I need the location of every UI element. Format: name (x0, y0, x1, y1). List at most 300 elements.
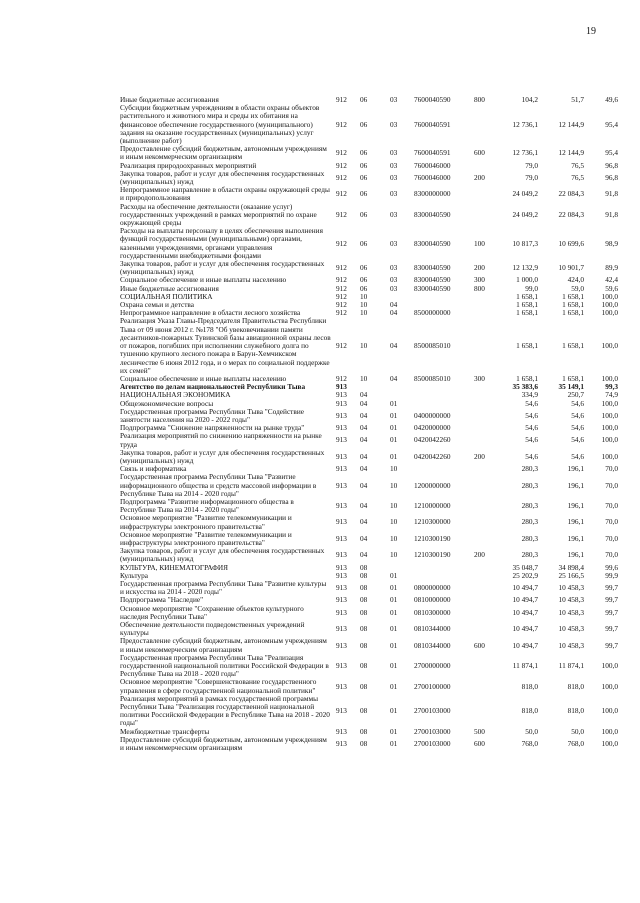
row-name: СОЦИАЛЬНАЯ ПОЛИТИКА (120, 291, 213, 301)
row-expense-type-code (472, 498, 494, 514)
row-planned-amount: 12 132,9 (512, 263, 538, 273)
row-execution-percent: 100,0 (601, 374, 618, 383)
row-target-article-code (412, 572, 472, 580)
table-row (120, 678, 618, 694)
row-execution-percent: 100,0 (601, 309, 618, 318)
table-row (120, 564, 618, 572)
row-actual-amount: 10 901,7 (558, 263, 584, 273)
table-row (120, 145, 618, 161)
row-expense-type-code (472, 391, 494, 399)
table-row (120, 621, 618, 637)
row-planned-amount: 10 494,7 (512, 607, 538, 617)
row-name: Государственная программа Республики Тыва "Реализация государственной национальной политики Российской Федерации в Республике Тыва на 2018 - 2020 годы" (120, 652, 329, 679)
row-subsection-code: 04 (390, 301, 398, 310)
row-ved-code: 912 (336, 161, 347, 170)
row-expense-type-code (472, 514, 494, 530)
row-subsection-code: 01 (390, 706, 398, 716)
row-name: Основное мероприятие "Развитие телекоммуникации и инфраструктуры электронного правительства" (120, 513, 292, 531)
row-ved-code: 913 (336, 480, 347, 490)
row-expense-type-code: 200 (474, 451, 485, 461)
row-expense-type-code (472, 104, 494, 145)
row-actual-amount: 11 874,1 (558, 661, 584, 671)
row-ved-code: 912 (336, 309, 347, 318)
row-subsection-code: 01 (390, 727, 398, 736)
row-subsection-code: 01 (390, 571, 398, 580)
row-execution-percent: 100,0 (601, 301, 618, 310)
row-target-article-code: 0800000000 (414, 583, 451, 593)
row-ved-code: 913 (336, 517, 347, 527)
row-name: Субсидии бюджетным учреждениям в области охраны объектов растительного и животного мира и среды их обитания на финансовое обеспечение государственного (муниципального) задания на оказание государственных (муниципальных) услуг (выполнение работ) (120, 103, 320, 146)
table-row (120, 654, 618, 679)
row-section-code: 08 (360, 571, 368, 580)
row-section-code: 06 (360, 161, 368, 170)
row-planned-amount: 99,0 (525, 284, 538, 293)
row-target-article-code: 1210300190 (414, 533, 451, 543)
row-planned-amount: 79,0 (525, 172, 538, 182)
row-name: Предоставление субсидий бюджетным, автономным учреждениям и иным некоммерческим организациям (120, 734, 327, 753)
row-target-article-code: 8500000000 (414, 309, 451, 318)
row-planned-amount: 1 658,1 (516, 309, 538, 318)
row-actual-amount: 196,1 (567, 533, 584, 543)
row-execution-percent: 100,0 (601, 451, 618, 461)
row-execution-percent: 100,0 (601, 681, 618, 691)
row-expense-type-code (472, 605, 494, 621)
row-execution-percent: 100,0 (601, 661, 618, 671)
row-ved-code: 913 (336, 533, 347, 543)
row-name: Закупка товаров, работ и услуг для обеспечения государственных (муниципальных) нужд (120, 447, 325, 465)
row-target-article-code: 8300040590 (414, 284, 451, 293)
row-planned-amount: 280,3 (521, 517, 538, 527)
row-name: Межбюджетные трансферты (120, 726, 210, 736)
row-section-code: 10 (360, 374, 368, 383)
row-planned-amount: 1 658,1 (516, 301, 538, 310)
row-subsection-code: 03 (390, 172, 398, 182)
row-target-article-code: 8500085010 (414, 374, 451, 383)
row-section-code: 04 (360, 424, 368, 433)
row-target-article-code: 2700103000 (414, 706, 451, 716)
row-target-article-code: 8300040590 (414, 209, 451, 219)
row-expense-type-code: 600 (474, 738, 485, 748)
row-section-code: 04 (360, 480, 368, 490)
table-row (120, 432, 618, 448)
row-section-code: 08 (360, 681, 368, 691)
row-subsection-code: 01 (390, 399, 398, 408)
row-subsection-code (388, 564, 412, 572)
row-expense-type-code (472, 580, 494, 596)
row-subsection-code: 03 (390, 263, 398, 273)
row-section-code: 08 (360, 563, 368, 572)
row-execution-percent: 91,8 (605, 209, 618, 219)
row-execution-percent: 100,0 (601, 292, 618, 301)
row-section-code: 10 (360, 341, 368, 351)
row-subsection-code: 03 (390, 209, 398, 219)
row-expense-type-code (472, 596, 494, 604)
row-actual-amount: 50,0 (571, 727, 584, 736)
row-actual-amount: 76,5 (571, 172, 584, 182)
row-section-code: 08 (360, 727, 368, 736)
row-target-article-code: 7600046000 (414, 161, 451, 170)
row-subsection-code (388, 383, 412, 391)
row-section-code: 04 (360, 451, 368, 461)
row-expense-type-code (472, 621, 494, 637)
row-actual-amount: 1 658,1 (562, 301, 584, 310)
row-name: Предоставление субсидий бюджетным, автономным учреждениям и иным некоммерческим организациям (120, 636, 327, 654)
row-name: Подпрограмма "Снижение напряженности на рынке труда" (120, 423, 305, 433)
row-subsection-code: 01 (390, 410, 398, 420)
row-planned-amount: 54,6 (525, 435, 538, 445)
row-planned-amount: 54,6 (525, 410, 538, 420)
row-planned-amount: 24 049,2 (512, 189, 538, 199)
row-planned-amount: 1 658,1 (516, 374, 538, 383)
row-expense-type-code (472, 564, 494, 572)
row-actual-amount: 10 699,6 (558, 238, 584, 248)
table-row (120, 514, 618, 530)
row-execution-percent: 99,6 (605, 563, 618, 572)
row-execution-percent: 96,8 (605, 161, 618, 170)
row-ved-code: 913 (336, 435, 347, 445)
row-target-article-code: 8300040590 (414, 276, 451, 285)
row-section-code: 04 (360, 533, 368, 543)
row-actual-amount: 10 458,3 (558, 640, 584, 650)
row-actual-amount: 54,6 (571, 399, 584, 408)
row-execution-percent: 100,0 (601, 410, 618, 420)
row-section-code: 04 (360, 399, 368, 408)
row-name: Охрана семьи и детства (120, 300, 194, 310)
row-subsection-code: 04 (390, 341, 398, 351)
row-ved-code: 912 (336, 148, 347, 158)
table-row (120, 736, 618, 752)
row-ved-code: 913 (336, 465, 347, 474)
row-actual-amount: 54,6 (571, 424, 584, 433)
row-expense-type-code: 300 (474, 276, 485, 285)
row-target-article-code: 0400000000 (414, 410, 451, 420)
row-expense-type-code: 800 (474, 284, 485, 293)
row-execution-percent: 49,6 (605, 96, 618, 104)
row-expense-type-code: 600 (474, 148, 485, 158)
row-execution-percent: 70,0 (605, 550, 618, 560)
row-ved-code: 913 (336, 640, 347, 650)
row-execution-percent: 99,7 (605, 596, 618, 605)
row-execution-percent: 99,7 (605, 640, 618, 650)
row-planned-amount: 25 202,9 (512, 571, 538, 580)
row-planned-amount: 280,3 (521, 480, 538, 490)
row-target-article-code (412, 400, 472, 408)
row-target-article-code: 0810000000 (414, 596, 451, 605)
table-row (120, 531, 618, 547)
row-subsection-code: 03 (390, 96, 398, 104)
row-name: Обеспечение деятельности подведомственных учреждений культуры (120, 620, 305, 638)
row-section-code: 10 (360, 292, 368, 301)
row-target-article-code: 7600040591 (414, 148, 451, 158)
row-ved-code: 912 (336, 96, 347, 104)
row-expense-type-code (472, 572, 494, 580)
row-execution-percent: 91,8 (605, 189, 618, 199)
row-target-article-code: 1210300000 (414, 517, 451, 527)
row-actual-amount: 768,0 (567, 738, 584, 748)
row-expense-type-code (472, 465, 494, 473)
row-actual-amount: 424,0 (567, 276, 584, 285)
row-actual-amount: 196,1 (567, 501, 584, 511)
row-name: Закупка товаров, работ и услуг для обеспечения государственных (муниципальных) нужд (120, 546, 325, 564)
row-section-code: 06 (360, 189, 368, 199)
row-name: Подпрограмма "Развитие информационного общества в Республике Тыва на 2014 - 2020 годы" (120, 496, 294, 515)
row-planned-amount: 280,3 (521, 501, 538, 511)
row-actual-amount: 10 458,3 (558, 596, 584, 605)
row-ved-code: 912 (336, 263, 347, 273)
row-target-article-code: 8300040590 (414, 263, 451, 273)
row-section-code: 06 (360, 96, 368, 104)
row-expense-type-code (472, 695, 494, 728)
row-subsection-code: 10 (390, 550, 398, 560)
row-section-code: 08 (360, 640, 368, 650)
table-row (120, 203, 618, 228)
row-ved-code: 913 (336, 607, 347, 617)
row-expense-type-code (472, 186, 494, 202)
table-row (120, 293, 618, 301)
row-expense-type-code (472, 301, 494, 309)
row-section-code: 06 (360, 148, 368, 158)
row-actual-amount: 54,6 (571, 410, 584, 420)
row-planned-amount: 1 000,0 (516, 276, 538, 285)
table-row (120, 104, 618, 145)
row-planned-amount: 768,0 (521, 738, 538, 748)
row-section-code: 08 (360, 661, 368, 671)
row-section-code: 08 (360, 607, 368, 617)
row-subsection-code: 01 (390, 640, 398, 650)
row-execution-percent: 70,0 (605, 480, 618, 490)
row-execution-percent: 74,9 (605, 391, 618, 400)
row-subsection-code: 01 (390, 451, 398, 461)
row-subsection-code: 04 (390, 309, 398, 318)
row-target-article-code: 8500085010 (414, 341, 451, 351)
row-execution-percent: 100,0 (601, 738, 618, 748)
row-execution-percent: 99,7 (605, 624, 618, 634)
row-name: Социальное обеспечение и иные выплаты населению (120, 373, 287, 383)
table-row (120, 408, 618, 424)
row-ved-code: 913 (336, 596, 347, 605)
row-subsection-code (388, 391, 412, 399)
row-actual-amount: 196,1 (567, 517, 584, 527)
row-name: Реализация природоохранных мероприятий (120, 160, 257, 170)
row-subsection-code: 03 (390, 238, 398, 248)
row-name: Общеэкономические вопросы (120, 398, 214, 408)
row-expense-type-code (472, 408, 494, 424)
row-ved-code: 912 (336, 172, 347, 182)
row-execution-percent: 99,7 (605, 583, 618, 593)
row-name: Непрограммное направление в области лесного хозяйства (120, 308, 301, 318)
row-ved-code: 912 (336, 374, 347, 383)
row-actual-amount: 34 898,4 (558, 563, 584, 572)
table-row (120, 498, 618, 514)
row-expense-type-code: 200 (474, 263, 485, 273)
row-execution-percent: 100,0 (601, 341, 618, 351)
row-actual-amount: 12 144,9 (558, 119, 584, 129)
row-ved-code: 913 (336, 399, 347, 408)
row-subsection-code: 01 (390, 583, 398, 593)
row-execution-percent: 59,6 (605, 284, 618, 293)
row-execution-percent: 100,0 (601, 435, 618, 445)
row-ved-code: 913 (336, 727, 347, 736)
row-subsection-code: 03 (390, 189, 398, 199)
row-expense-type-code (472, 424, 494, 432)
row-execution-percent: 98,9 (605, 238, 618, 248)
row-ved-code: 913 (336, 424, 347, 433)
row-section-code: 06 (360, 172, 368, 182)
row-section-code: 06 (360, 238, 368, 248)
row-execution-percent: 100,0 (601, 399, 618, 408)
row-ved-code: 912 (336, 209, 347, 219)
row-planned-amount: 104,2 (521, 96, 538, 104)
row-actual-amount: 76,5 (571, 161, 584, 170)
row-target-article-code: 0420042260 (414, 451, 451, 461)
row-subsection-code: 01 (390, 624, 398, 634)
table-body (120, 96, 618, 752)
row-target-article-code: 2700103000 (414, 727, 451, 736)
row-subsection-code: 01 (390, 607, 398, 617)
row-expense-type-code: 500 (474, 727, 485, 736)
row-execution-percent: 100,0 (601, 424, 618, 433)
row-planned-amount: 35 048,7 (512, 563, 538, 572)
table-row (120, 449, 618, 465)
row-execution-percent: 70,0 (605, 533, 618, 543)
table-row (120, 695, 618, 728)
row-expense-type-code: 600 (474, 640, 485, 650)
row-target-article-code: 1210300190 (414, 550, 451, 560)
row-subsection-code: 01 (390, 738, 398, 748)
row-target-article-code (412, 293, 472, 301)
row-name: Государственная программа Республики Тыва "Развитие информационного общества и средств массовой информации в Республике Тыва на 2014 - 2020 годы" (120, 472, 317, 498)
row-ved-code: 912 (336, 292, 347, 301)
table-row (120, 170, 618, 186)
row-target-article-code: 0810300000 (414, 607, 451, 617)
row-ved-code: 913 (336, 391, 347, 400)
row-ved-code: 913 (336, 583, 347, 593)
row-name: Основное мероприятие "Развитие телекоммуникации и инфраструктуры электронного правительства" (120, 529, 292, 547)
row-execution-percent: 89,9 (605, 263, 618, 273)
row-subsection-code: 03 (390, 119, 398, 129)
row-section-code: 06 (360, 263, 368, 273)
row-expense-type-code (472, 678, 494, 694)
row-actual-amount: 51,7 (571, 96, 584, 104)
row-subsection-code: 01 (390, 661, 398, 671)
row-target-article-code: 0810344000 (414, 640, 451, 650)
row-planned-amount: 10 494,7 (512, 640, 538, 650)
row-actual-amount: 818,0 (567, 706, 584, 716)
row-name: Расходы на обеспечение деятельности (оказание услуг) государственных учреждений в рамках мероприятий по охране окружающей среды (120, 201, 317, 228)
row-section-code (358, 383, 388, 391)
row-target-article-code (412, 301, 472, 309)
row-actual-amount: 196,1 (567, 550, 584, 560)
row-planned-amount: 10 494,7 (512, 596, 538, 605)
row-subsection-code: 10 (390, 480, 398, 490)
row-subsection-code: 10 (390, 501, 398, 511)
row-ved-code: 913 (336, 571, 347, 580)
row-execution-percent: 100,0 (601, 706, 618, 716)
row-target-article-code: 7600040590 (414, 96, 451, 104)
row-expense-type-code (472, 317, 494, 374)
row-execution-percent: 95,4 (605, 148, 618, 158)
row-expense-type-code (472, 293, 494, 301)
row-execution-percent: 95,4 (605, 119, 618, 129)
row-section-code: 04 (360, 550, 368, 560)
row-section-code: 10 (360, 309, 368, 318)
row-actual-amount: 250,7 (567, 391, 584, 400)
row-target-article-code (412, 564, 472, 572)
row-subsection-code: 03 (390, 148, 398, 158)
row-name: Непрограммное направление в области охраны окружающей среды и природопользования (120, 185, 330, 203)
row-subsection-code: 10 (390, 533, 398, 543)
row-section-code: 04 (360, 435, 368, 445)
row-name: Культура (120, 570, 148, 580)
table-row (120, 473, 618, 498)
row-ved-code: 913 (336, 410, 347, 420)
row-target-article-code: 0420042260 (414, 435, 451, 445)
row-section-code: 04 (360, 391, 368, 400)
row-actual-amount: 1 658,1 (562, 341, 584, 351)
row-target-article-code (412, 391, 472, 399)
row-name: Связь и информатика (120, 464, 187, 474)
row-subsection-code: 01 (390, 424, 398, 433)
row-ved-code: 913 (336, 563, 347, 572)
row-ved-code: 913 (336, 706, 347, 716)
row-execution-percent: 70,0 (605, 465, 618, 474)
row-subsection-code: 01 (390, 596, 398, 605)
row-section-code: 08 (360, 624, 368, 634)
row-execution-percent: 99,7 (605, 607, 618, 617)
row-ved-code: 913 (336, 738, 347, 748)
table-row (120, 317, 618, 374)
row-planned-amount: 54,6 (525, 424, 538, 433)
row-name: Основное мероприятие "Сохранение объектов культурного наследия Республики Тыва" (120, 603, 304, 621)
row-expense-type-code: 200 (474, 172, 485, 182)
row-ved-code: 913 (336, 383, 347, 392)
row-section-code: 06 (360, 276, 368, 285)
row-execution-percent: 70,0 (605, 517, 618, 527)
row-ved-code: 913 (336, 501, 347, 511)
row-subsection-code: 03 (390, 276, 398, 285)
row-name: Иные бюджетные ассигнования (120, 95, 219, 104)
row-name: Закупка товаров, работ и услуг для обеспечения государственных (муниципальных) нужд (120, 168, 325, 187)
row-name: Иные бюджетные ассигнования (120, 283, 219, 293)
row-target-article-code (412, 465, 472, 473)
row-target-article-code: 1200000000 (414, 480, 451, 490)
row-actual-amount: 12 144,9 (558, 148, 584, 158)
row-planned-amount: 79,0 (525, 161, 538, 170)
row-expense-type-code: 800 (474, 96, 485, 104)
row-actual-amount: 196,1 (567, 465, 584, 474)
row-target-article-code: 0810344000 (414, 624, 451, 634)
table-row (120, 547, 618, 563)
row-actual-amount: 1 658,1 (562, 292, 584, 301)
row-section-code: 06 (360, 284, 368, 293)
row-section-code: 04 (360, 501, 368, 511)
row-ved-code: 913 (336, 550, 347, 560)
row-ved-code: 912 (336, 284, 347, 293)
row-section-code: 04 (360, 410, 368, 420)
row-expense-type-code (472, 531, 494, 547)
budget-table (120, 96, 618, 752)
row-actual-amount: 818,0 (567, 681, 584, 691)
row-name: КУЛЬТУРА, КИНЕМАТОГРАФИЯ (120, 562, 228, 572)
row-section-code: 08 (360, 596, 368, 605)
row-name: Реализация мероприятий в рамках государственной программы Республики Тыва "Реализация государственной национальной политики Российской Федерации в Республике Тыва на 2018 - 2020 годы" (120, 693, 330, 728)
row-expense-type-code: 100 (474, 238, 485, 248)
row-planned-amount: 818,0 (521, 681, 538, 691)
row-subsection-code: 10 (390, 465, 398, 474)
row-expense-type-code (472, 383, 494, 391)
row-ved-code: 912 (336, 341, 347, 351)
row-expense-type-code (472, 400, 494, 408)
